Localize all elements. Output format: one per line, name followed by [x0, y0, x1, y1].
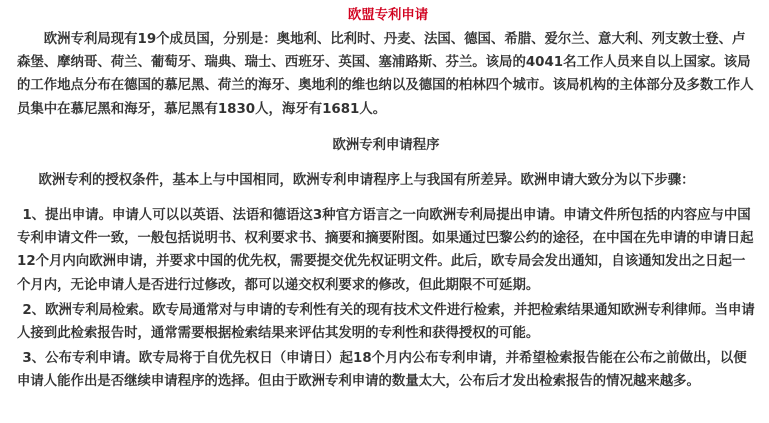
step-2-paragraph: 2、欧洲专利局检索。欧专局通常对与申请的专利性有关的现有技术文件进行检索，并把检索结果通知欧洲专利律师。当申请人接到此检索报告时，通常需要根据检索结果来评估其发明的专利性和获得授权的可能。 — [17, 302, 755, 342]
step-1-paragraph: 1、提出申请。申请人可以以英语、法语和德语这3种官方语言之一向欧洲专利局提出申请。申请文件所包括的内容应与中国专利申请文件一致，一般包括说明书、权利要求书、摘要和摘要附图。如果通过巴黎公约的途径，在中国在先申请的申请日起12个月内向欧洲申请，并要求中国的优先权，需要提交优先权证明文件。此后，欧专局会发出通知，自该通知发出之日起一个月内，无论申请人是否进行过修改，都可以递交权利要求的修改，但此期限不可延期。 — [17, 208, 754, 293]
intro-paragraph: 欧洲专利局现有19个成员国，分别是：奥地利、比利时、丹麦、法国、德国、希腊、爱尔兰、意大利、列支敦士登、卢森堡、摩纳哥、荷兰、葡萄牙、瑞典、瑞士、西班牙、英国、塞浦路斯、芬兰。该局的4041名工作人员来自以上国家。该局的工作地点分布在德国的慕尼黑、荷兰的海牙、奥地利的维也纳以及德国的柏林四个城市。该局机构的主体部分及多数工作人员集中在慕尼黑和海牙，慕尼黑有1830人，海牙有1681人。 — [17, 32, 754, 117]
lead-paragraph: 欧洲专利的授权条件，基本上与中国相同，欧洲专利申请程序上与我国有所差异。欧洲申请大致分为以下步骤： — [38, 172, 695, 188]
section-heading: 欧洲专利申请程序 — [332, 137, 440, 153]
step-3-paragraph: 3、公布专利申请。欧专局将于自优先权日（申请日）起18个月内公布专利申请，并希望检索报告能在公布之前做出，以便申请人能作出是否继续申请程序的选择。但由于欧洲专利申请的数量太大，公布后才发出检索报告的情况越来越多。 — [17, 351, 747, 390]
page-title: 欧盟专利申请 — [347, 8, 429, 23]
